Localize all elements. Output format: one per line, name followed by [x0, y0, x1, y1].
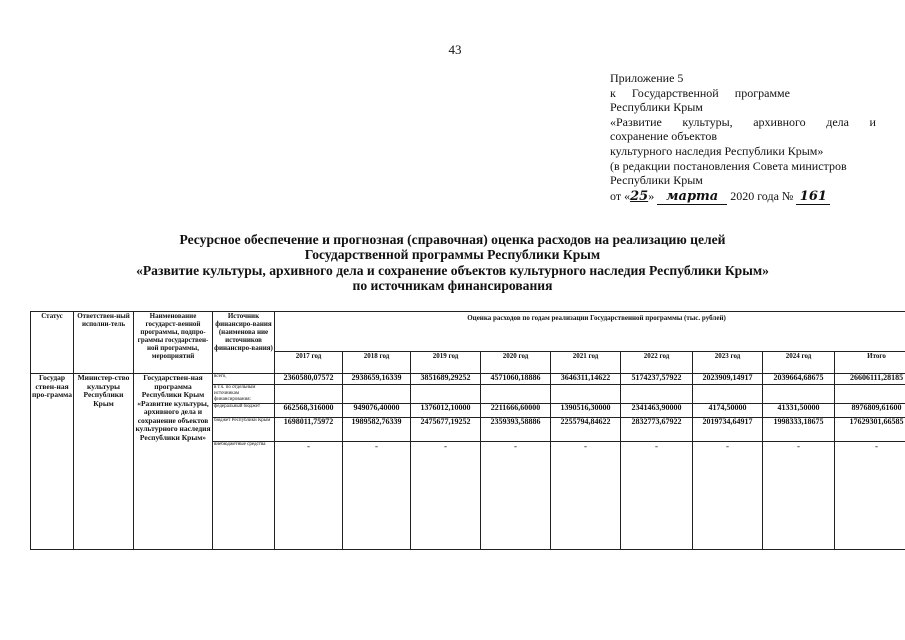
header-executor: Ответствен-ный исполни-тель — [74, 312, 134, 374]
header-year: 2024 год — [763, 352, 835, 374]
value-cell: 5174237,57922 — [621, 374, 693, 385]
header-year: 2020 год — [481, 352, 551, 374]
value-cell — [621, 385, 693, 404]
source-cell: в т.ч. по отдельным источникам финансирования: — [213, 385, 275, 404]
value-cell: 2023909,14917 — [693, 374, 763, 385]
appendix-line2: к Государственной программе — [610, 85, 790, 100]
title-line2: Государственной программы Республики Крым — [304, 247, 601, 263]
source-cell: внебюджетные средства — [213, 442, 275, 550]
header-year: 2019 год — [411, 352, 481, 374]
table-row — [31, 374, 905, 385]
value-cell: 2475677,19252 — [411, 418, 481, 442]
value-cell: 2341463,90000 — [621, 404, 693, 418]
value-cell: - — [411, 442, 481, 550]
header-total: Итого — [835, 352, 905, 374]
value-cell — [275, 385, 343, 404]
status-cell: Государ ствен-ная про-грамма — [31, 374, 74, 550]
value-cell: 17629301,66585 — [835, 418, 905, 442]
value-cell — [551, 385, 621, 404]
value-cell: 4571060,18886 — [481, 374, 551, 385]
value-cell — [763, 385, 835, 404]
value-cell — [835, 385, 905, 404]
value-cell: 1989582,76339 — [343, 418, 411, 442]
value-cell: 3851689,29252 — [411, 374, 481, 385]
value-cell: 1998333,18675 — [763, 418, 835, 442]
value-cell: - — [763, 442, 835, 550]
value-cell: 8976809,61600 — [835, 404, 905, 418]
value-cell: 662568,316000 — [275, 404, 343, 418]
value-cell: 3646311,14622 — [551, 374, 621, 385]
title-line1: Ресурсное обеспечение и прогнозная (справочная) оценка расходов на реализацию целей — [179, 232, 726, 247]
title-line3: «Развитие культуры, архивного дела и сохранение объектов культурного наследия Республики Крым» — [136, 262, 769, 278]
value-cell — [411, 385, 481, 404]
header-year: 2021 год — [551, 352, 621, 374]
value-cell: 2832773,67922 — [621, 418, 693, 442]
value-cell: 2019734,64917 — [693, 418, 763, 442]
appendix-line7: (в редакции постановления Совета министров — [610, 158, 847, 173]
page-number: 43 — [448, 42, 462, 57]
value-cell: - — [621, 442, 693, 550]
header-year: 2023 год — [693, 352, 763, 374]
value-cell: 2359393,58886 — [481, 418, 551, 442]
finance-table — [30, 311, 905, 550]
appendix-line8: Республики Крым — [610, 173, 703, 188]
value-cell — [481, 385, 551, 404]
value-cell: - — [551, 442, 621, 550]
value-cell — [343, 385, 411, 404]
value-cell: 2211666,60000 — [481, 404, 551, 418]
executor-cell: Министер-ство культуры Республики Крым — [74, 374, 134, 550]
name-cell: Государствен-ная программа Республики Крым «Развитие культуры, архивного дела и сохранение объектов культурного наследия Республики Крым» — [134, 374, 213, 550]
value-cell — [693, 385, 763, 404]
value-cell: - — [693, 442, 763, 550]
value-cell: 2255794,84622 — [551, 418, 621, 442]
appendix-date-line: от «25» марта 2020 года № 161 — [610, 189, 880, 206]
document-title — [90, 232, 815, 294]
header-year: 2018 год — [343, 352, 411, 374]
header-status: Статус — [31, 312, 74, 374]
value-cell: 1376012,10000 — [411, 404, 481, 418]
value-cell: 41331,50000 — [763, 404, 835, 418]
value-cell: 949076,40000 — [343, 404, 411, 418]
title-line4: по источникам финансирования — [352, 278, 553, 294]
appendix-line5: сохранение объектов — [610, 129, 718, 144]
source-cell: всего, — [213, 374, 275, 385]
source-cell: бюджет Республики Крым — [213, 418, 275, 442]
value-cell: 2360580,07572 — [275, 374, 343, 385]
appendix-line1: Приложение 5 — [610, 71, 684, 85]
handwritten-day: 25 — [630, 188, 649, 204]
handwritten-month: марта — [657, 190, 727, 206]
appendix-line4: «Развитие культуры, архивного дела и — [610, 114, 876, 129]
handwritten-number: 161 — [796, 190, 830, 206]
header-year: 2022 год — [621, 352, 693, 374]
appendix-block — [610, 71, 880, 205]
value-cell: 26606111,28185 — [835, 374, 905, 385]
value-cell: 2039664,68675 — [763, 374, 835, 385]
value-cell: 4174,50000 — [693, 404, 763, 418]
header-year: 2017 год — [275, 352, 343, 374]
value-cell: 1390516,30000 — [551, 404, 621, 418]
header-name: Наименование государст-венной программы, подпро-граммы государствен-ной программы, мероприятий — [134, 312, 213, 374]
value-cell: 1698011,75972 — [275, 418, 343, 442]
value-cell: 2938659,16339 — [343, 374, 411, 385]
source-cell: федеральный бюджет — [213, 404, 275, 418]
value-cell: - — [835, 442, 905, 550]
value-cell: - — [275, 442, 343, 550]
appendix-line3: Республики Крым — [610, 100, 703, 115]
value-cell: - — [481, 442, 551, 550]
appendix-line6: культурного наследия Республики Крым» — [610, 143, 824, 158]
value-cell: - — [343, 442, 411, 550]
header-estimate: Оценка расходов по годам реализации Государственной программы (тыс. рублей) — [275, 312, 905, 352]
header-source: Источник финансиро-вания (наименова ние источников финансиро-вания) — [213, 312, 275, 374]
